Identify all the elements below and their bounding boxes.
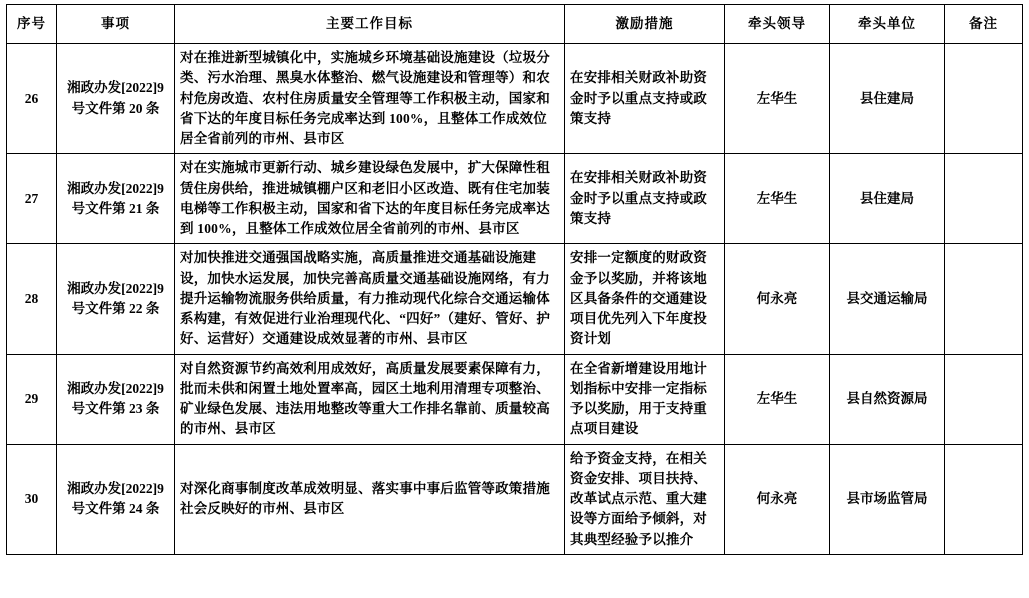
column-header-unit: 牵头单位: [830, 5, 945, 44]
row-leader: 何永亮: [725, 444, 830, 554]
row-unit: 县自然资源局: [830, 354, 945, 444]
table-row: [7, 44, 1023, 154]
incentive-measures-table: [6, 4, 1023, 555]
row-leader: 何永亮: [725, 244, 830, 354]
row-goal: 对在实施城市更新行动、城乡建设绿色发展中，扩大保障性租赁住房供给，推进城镇棚户区和老旧小区改造、既有住宅加装电梯等工作积极主动，国家和省下达的年度目标任务完成率达到 100%，且整体工作成效位居全省前列的市州、县市区: [175, 154, 565, 244]
row-measure: 安排一定额度的财政资金予以奖励，并将该地区具备条件的交通建设项目优先列入下年度投资计划: [565, 244, 725, 354]
row-goal: 对加快推进交通强国战略实施，高质量推进交通基础设施建设，加快水运发展，加快完善高质量交通基础设施网络，有力提升运输物流服务供给质量，有力推动现代化综合交通运输体系构建，有效促进行业治理现代化、“四好”（建好、管好、护好、运营好）交通建设成效显著的市州、县市区: [175, 244, 565, 354]
row-remark: [945, 354, 1023, 444]
row-item: 湘政办发[2022]9号文件第 22 条: [57, 244, 175, 354]
row-unit: 县市场监管局: [830, 444, 945, 554]
row-remark: [945, 154, 1023, 244]
row-index: 26: [7, 44, 57, 154]
row-unit: 县交通运输局: [830, 244, 945, 354]
row-leader: 左华生: [725, 354, 830, 444]
row-item: 湘政办发[2022]9号文件第 23 条: [57, 354, 175, 444]
row-remark: [945, 44, 1023, 154]
row-unit: 县住建局: [830, 44, 945, 154]
row-measure: 在安排相关财政补助资金时予以重点支持或政策支持: [565, 154, 725, 244]
column-header-item: 事项: [57, 5, 175, 44]
row-measure: 在安排相关财政补助资金时予以重点支持或政策支持: [565, 44, 725, 154]
row-index: 27: [7, 154, 57, 244]
table-row: [7, 444, 1023, 554]
row-remark: [945, 444, 1023, 554]
row-measure: 给予资金支持，在相关资金安排、项目扶持、改革试点示范、重大建设等方面给予倾斜，对其典型经验予以推介: [565, 444, 725, 554]
row-remark: [945, 244, 1023, 354]
row-measure: 在全省新增建设用地计划指标中安排一定指标予以奖励，用于支持重点项目建设: [565, 354, 725, 444]
row-index: 28: [7, 244, 57, 354]
row-leader: 左华生: [725, 154, 830, 244]
row-index: 30: [7, 444, 57, 554]
row-item: 湘政办发[2022]9号文件第 20 条: [57, 44, 175, 154]
row-index: 29: [7, 354, 57, 444]
row-leader: 左华生: [725, 44, 830, 154]
table-row: [7, 354, 1023, 444]
row-goal: 对深化商事制度改革成效明显、落实事中事后监管等政策措施社会反映好的市州、县市区: [175, 444, 565, 554]
row-goal: 对在推进新型城镇化中，实施城乡环境基础设施建设（垃圾分类、污水治理、黑臭水体整治、燃气设施建设和管理等）和农村危房改造、农村住房质量安全管理等工作积极主动，国家和省下达的年度目标任务完成率达到 100%，且整体工作成效位居全省前列的市州、县市区: [175, 44, 565, 154]
column-header-goal: 主要工作目标: [175, 5, 565, 44]
row-goal: 对自然资源节约高效利用成效好，高质量发展要素保障有力，批而未供和闲置土地处置率高，园区土地利用清理专项整治、矿业绿色发展、违法用地整改等重大工作排名靠前、质量较高的市州、县市区: [175, 354, 565, 444]
column-header-index: 序号: [7, 5, 57, 44]
table-row: [7, 244, 1023, 354]
row-item: 湘政办发[2022]9号文件第 21 条: [57, 154, 175, 244]
column-header-measure: 激励措施: [565, 5, 725, 44]
row-unit: 县住建局: [830, 154, 945, 244]
column-header-remark: 备注: [945, 5, 1023, 44]
column-header-leader: 牵头领导: [725, 5, 830, 44]
row-item: 湘政办发[2022]9号文件第 24 条: [57, 444, 175, 554]
table-header-row: [7, 5, 1023, 44]
table-row: [7, 154, 1023, 244]
